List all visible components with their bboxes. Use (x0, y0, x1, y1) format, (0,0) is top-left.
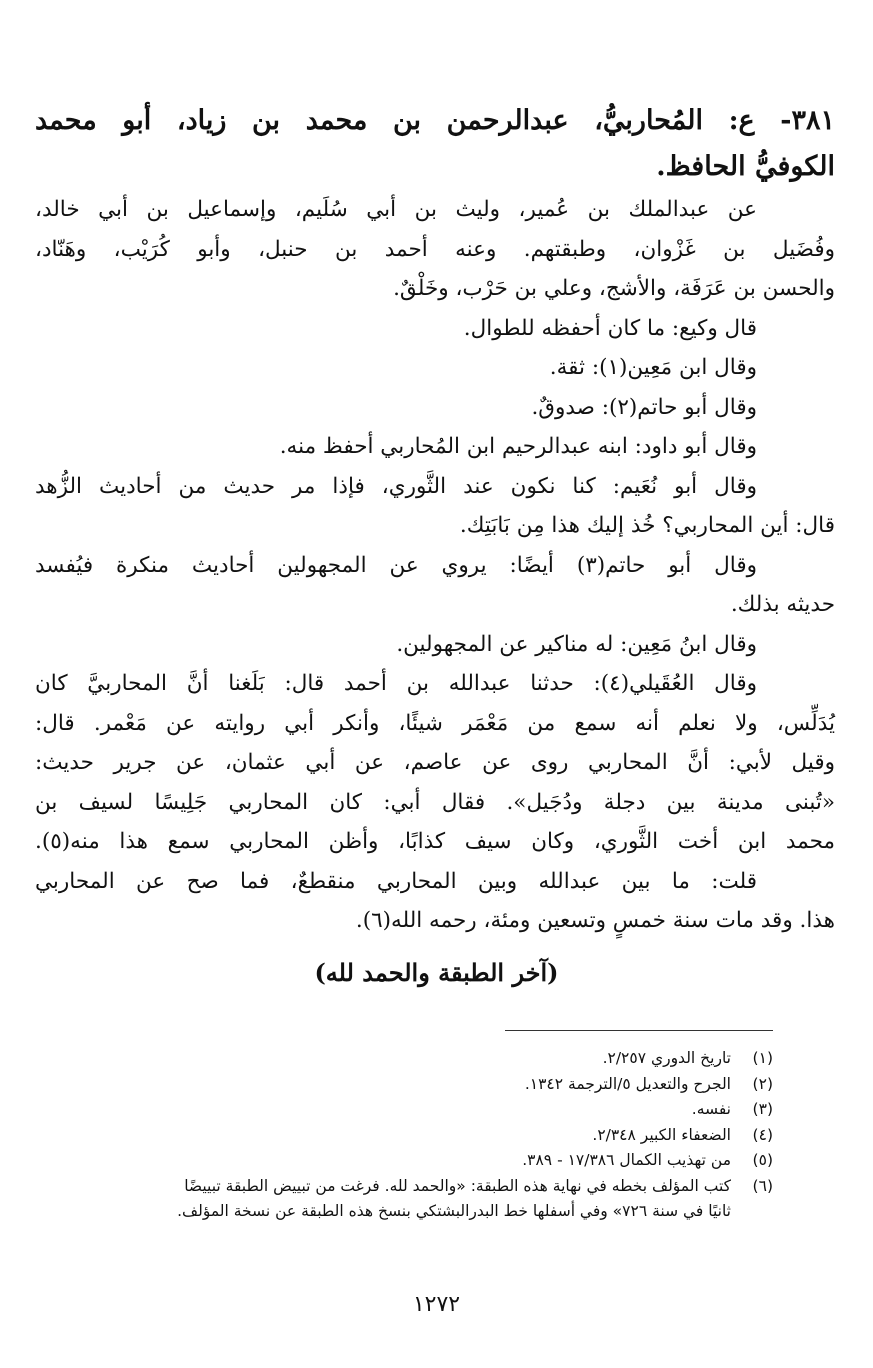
body-line: وقال أبو داود: ابنه عبدالرحيم ابن المُحاربي أحفظ منه. (279, 434, 757, 459)
body-line: قال: أين المحاربي؟ خُذ إليك هذا مِن بَابَتِك. (459, 513, 835, 538)
body-line: هذا. وقد مات سنة خمسٍ وتسعين ومئة، رحمه الله(٦). (355, 908, 835, 933)
footnote-item (123, 1072, 773, 1098)
body-line: «تُبنى مدينة بين دجلة ودُجَيل». فقال أبي: كان المحاربي جَلِيسًا لسيف بن (35, 789, 835, 815)
body-line: وقال أبو حاتم(٢): صدوقٌ. (531, 394, 757, 420)
entry-heading-line1: ٣٨١- ع: المُحاربيُّ، عبدالرحمن بن محمد بن زياد، أبو محمد (35, 105, 835, 136)
footnote-text: نفسه. (691, 1100, 731, 1118)
body-line: وقال العُقَيلي(٤): حدثنا عبدالله بن أحمد قال: بَلَغنا أنَّ المحاربيَّ كان (35, 671, 757, 696)
body-line: وقال ابنُ مَعِين: له مناكير عن المجهولين. (396, 631, 757, 657)
footnote-text: تاريخ الدوري ٢/٢٥٧. (602, 1049, 731, 1067)
body-line: وقيل لأبي: أنَّ المحاربي روى عن عاصم، عن أبي عثمان، عن جرير حديث: (35, 750, 835, 775)
footnote-number: (٣) (752, 1100, 773, 1118)
footnote-item (123, 1123, 773, 1149)
footnote-text: الضعفاء الكبير ٢/٣٤٨. (592, 1125, 731, 1144)
page-number: ١٢٧٢ (412, 1292, 461, 1317)
body-line: وقال أبو حاتم(٣) أيضًا: يروي عن المجهولين أحاديث منكرة فيُفسد (35, 552, 757, 578)
body-line: يُدَلِّس، ولا نعلم أنه سمع من مَعْمَر شيئًا، وأنكر أبي روايته عن مَعْمر. قال: (35, 710, 835, 736)
footnote-text: من تهذيب الكمال ١٧/٣٨٦ - ٣٨٩. (522, 1151, 731, 1169)
footnote-divider (505, 1030, 773, 1031)
body-line: حديثه بذلك. (730, 592, 835, 617)
entry-heading-line2: الكوفيُّ الحافظ. (656, 151, 835, 182)
body-line: قال وكيع: ما كان أحفظه للطوال. (463, 315, 757, 341)
body-line: قلت: ما بين عبدالله وبين المحاربي منقطعٌ، فما صح عن المحاربي (35, 868, 757, 894)
body-line: عن عبدالملك بن عُمير، وليث بن أبي سُلَيم، وإسماعيل بن أبي خالد، (35, 197, 757, 222)
body-line: والحسن بن عَرَفَة، والأشج، وعلي بن حَرْب، وخَلْقٌ. (393, 276, 835, 301)
footnote-text: الجرح والتعديل ٥/الترجمة ١٣٤٢. (524, 1074, 731, 1093)
footnote-number: (١) (752, 1049, 773, 1067)
footnote-text-line1: كتب المؤلف بخطه في نهاية هذه الطبقة: «والحمد لله. فرغت من تبييض الطبقة تبييضًا (184, 1176, 731, 1195)
entry-heading (35, 98, 835, 190)
footnote-number: (٦) (752, 1176, 773, 1195)
footnote-number: (٥) (752, 1151, 773, 1169)
body-line: وفُضَيل بن غَزْوان، وطبقتهم. وعنه أحمد بن حنبل، وأبو كُرَيْب، وهَنّاد، (35, 236, 835, 262)
footnote-item (123, 1174, 773, 1225)
footnote-number: (٢) (752, 1074, 773, 1093)
footnote-number: (٤) (752, 1125, 773, 1144)
footnote-item (123, 1097, 773, 1123)
footnote-item (123, 1148, 773, 1174)
footnote-text (123, 1174, 731, 1225)
body-line: محمد ابن أخت الثَّوري، وكان سيف كذابًا، وأظن المحاربي سمع هذا منه(٥). (35, 829, 835, 854)
footnote-item (123, 1046, 773, 1072)
section-closing: (آخر الطبقة والحمد لله) (314, 958, 559, 987)
footnotes (123, 1046, 773, 1225)
body-line: وقال أبو نُعَيم: كنا نكون عند الثَّوري، فإذا مر حديث من أحاديث الزُّهد (35, 473, 757, 499)
footnote-text-line2: ثانيًا في سنة ٧٢٦» وفي أسفلها خط البدرالبشتكي بنسخ هذه الطبقة عن نسخة المؤلف. (177, 1202, 731, 1220)
entry-body (35, 190, 835, 941)
body-line: وقال ابن مَعِين(١): ثقة. (549, 355, 757, 380)
